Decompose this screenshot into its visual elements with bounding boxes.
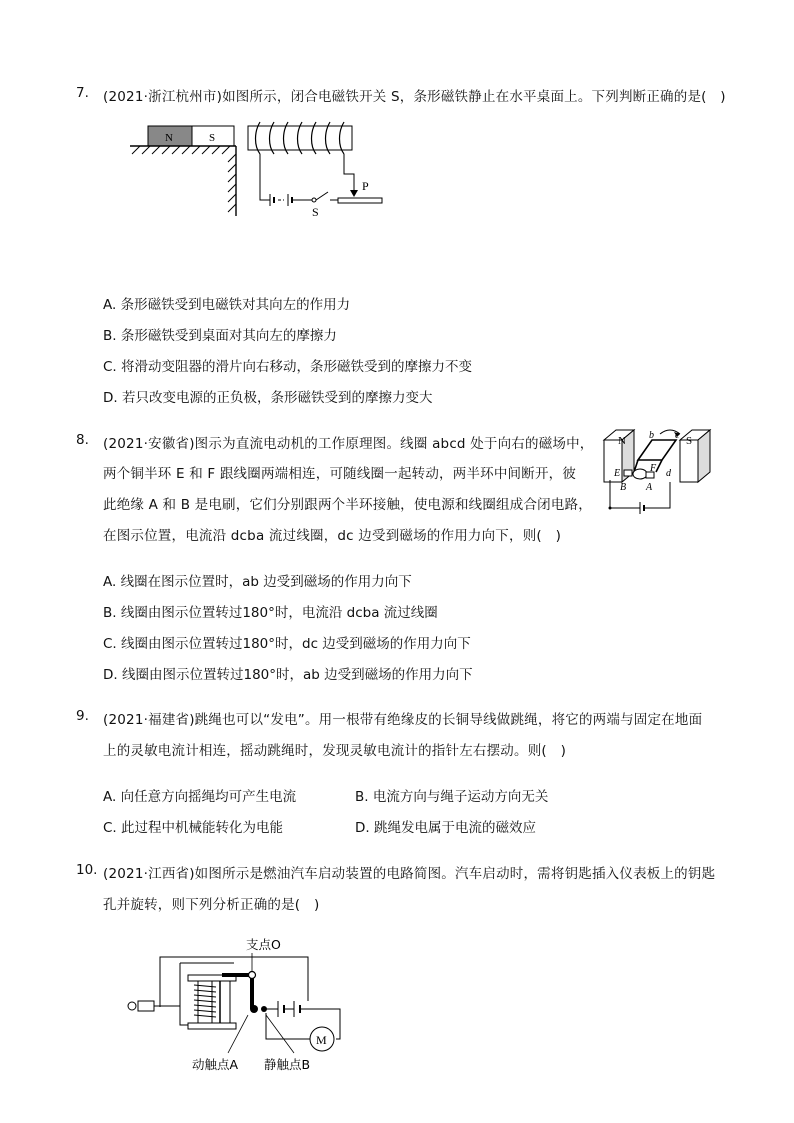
pivot-o-label: 支点O bbox=[246, 937, 281, 952]
s-pole-label: S bbox=[686, 435, 693, 447]
question-8-stem-line-2: 两个铜半环 E 和 F 跟线圈两端相连，可随线圈一起转动，两半环中间断开，彼 bbox=[103, 466, 577, 482]
question-10-starter-figure bbox=[118, 935, 358, 1075]
coil-d-label: d bbox=[666, 468, 671, 479]
brush-b-label: B bbox=[620, 482, 627, 493]
question-8-stem-line-1: (2021·安徽省)图示为直流电动机的工作原理图。线圈 abcd 处于向右的磁场中， bbox=[103, 436, 594, 452]
question-10-number: 10. bbox=[76, 862, 98, 878]
question-9-stem-line-2: 上的灵敏电流计相连，摇动跳绳时，发现灵敏电流计的指针左右摆动。则( ) bbox=[103, 743, 567, 759]
n-pole-label: N bbox=[618, 435, 626, 447]
question-9-option-a[interactable]: A. 向任意方向摇绳均可产生电流 bbox=[103, 789, 297, 805]
question-8-stem-line-4: 在图示位置，电流沿 dcba 流过线圈，dc 边受到磁场的作用力向下，则( ) bbox=[103, 528, 562, 544]
question-8-option-c[interactable]: C. 线圈由图示位置转过180°时，dc 边受到磁场的作用力向下 bbox=[103, 636, 471, 652]
question-8-option-b[interactable]: B. 线圈由图示位置转过180°时，电流沿 dcba 流过线圈 bbox=[103, 605, 438, 621]
question-9-option-c[interactable]: C. 此过程中机械能转化为电能 bbox=[103, 820, 284, 836]
question-9-stem-line-1: (2021·福建省)跳绳也可以“发电”。用一根带有绝缘皮的长铜导线做跳绳，将它的两端与固定在地面 bbox=[103, 712, 703, 728]
question-7-figure bbox=[128, 118, 388, 220]
question-7-option-a[interactable]: A. 条形磁铁受到电磁铁对其向左的作用力 bbox=[103, 297, 351, 313]
contact-b-label: 静触点B bbox=[264, 1057, 311, 1072]
question-7-option-b[interactable]: B. 条形磁铁受到桌面对其向左的摩擦力 bbox=[103, 328, 337, 344]
question-9-number: 9. bbox=[76, 708, 89, 724]
question-7-option-d[interactable]: D. 若只改变电源的正负极，条形磁铁受到的摩擦力变大 bbox=[103, 390, 433, 406]
coil-c-label: c bbox=[675, 430, 680, 441]
slider-p-label: P bbox=[362, 179, 369, 193]
ring-e-label: E bbox=[614, 468, 621, 479]
brush-a-label: A bbox=[646, 482, 653, 493]
question-8-option-d[interactable]: D. 线圈由图示位置转过180°时，ab 边受到磁场的作用力向下 bbox=[103, 667, 473, 683]
question-9-option-d[interactable]: D. 跳绳发电属于电流的磁效应 bbox=[355, 820, 536, 836]
question-10-stem-line-1: (2021·江西省)如图所示是燃油汽车启动装置的电路简图。汽车启动时，需将钥匙插入仪表板上的钥匙 bbox=[103, 866, 716, 882]
motor-m-label: M bbox=[316, 1033, 327, 1047]
contact-a-label: 动触点A bbox=[192, 1057, 239, 1072]
question-8-option-a[interactable]: A. 线圈在图示位置时，ab 边受到磁场的作用力向下 bbox=[103, 574, 412, 590]
question-10-stem-line-2: 孔并旋转，则下列分析正确的是( ) bbox=[103, 897, 320, 913]
magnet-n-label: N bbox=[165, 132, 173, 144]
question-7-option-c[interactable]: C. 将滑动变阻器的滑片向右移动，条形磁铁受到的摩擦力不变 bbox=[103, 359, 473, 375]
question-9-option-b[interactable]: B. 电流方向与绳子运动方向无关 bbox=[355, 789, 549, 805]
question-7-stem: (2021·浙江杭州市)如图所示，闭合电磁铁开关 S，条形磁铁静止在水平桌面上。下列判断正确的是( ) bbox=[103, 89, 726, 105]
coil-b-label: b bbox=[649, 430, 654, 441]
question-8-stem-line-3: 此绝缘 A 和 B 是电刷，它们分别跟两个半环接触，使电源和线圈组成合闭电路， bbox=[103, 497, 592, 513]
question-8-motor-figure bbox=[600, 424, 716, 516]
question-7-number: 7. bbox=[76, 85, 89, 101]
question-8-number: 8. bbox=[76, 432, 89, 448]
ring-f-label: F bbox=[650, 463, 657, 474]
switch-s-label: S bbox=[312, 205, 319, 219]
magnet-s-label: S bbox=[209, 132, 216, 144]
